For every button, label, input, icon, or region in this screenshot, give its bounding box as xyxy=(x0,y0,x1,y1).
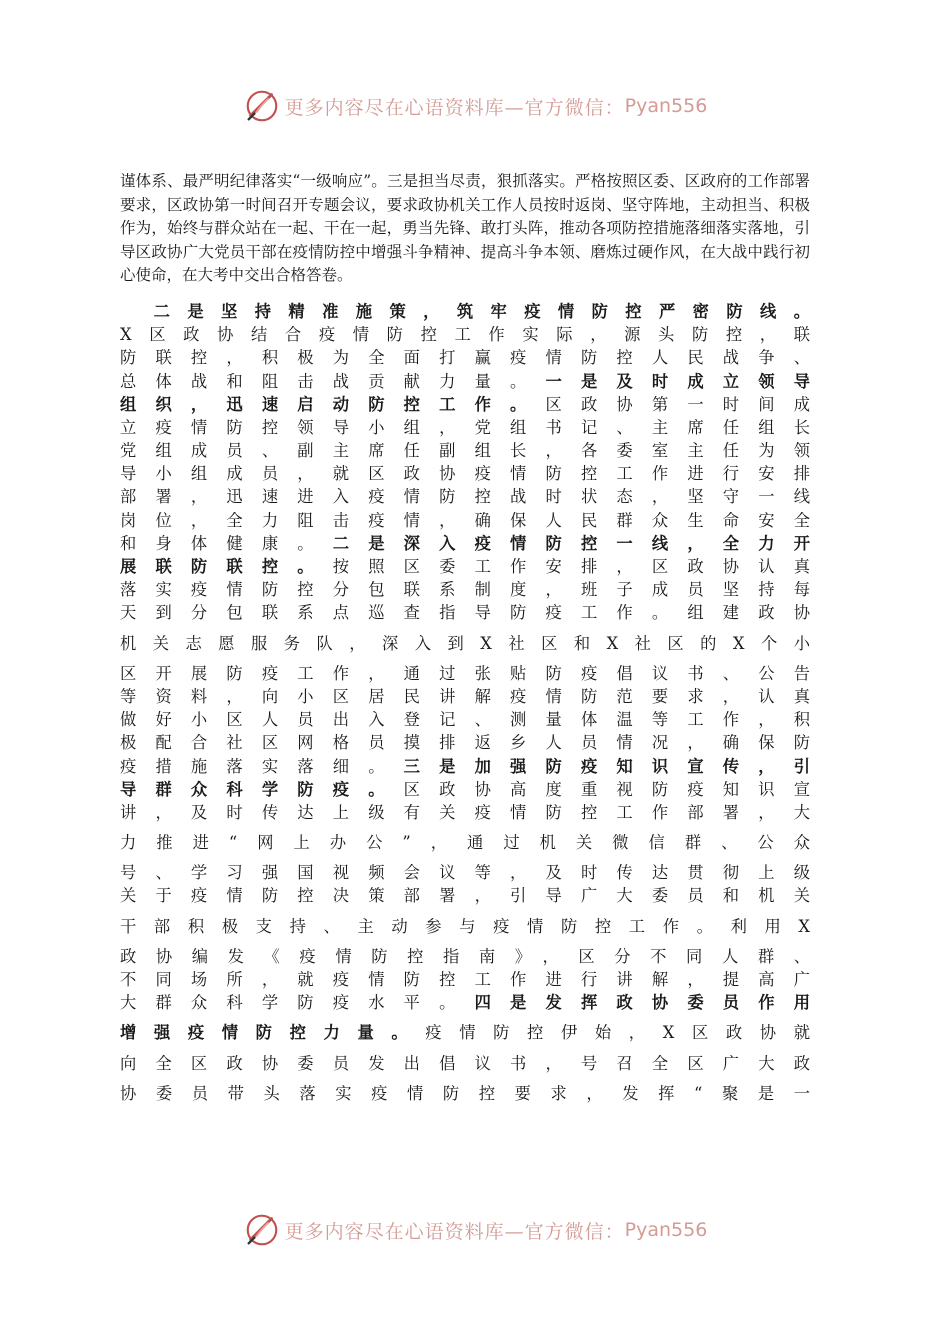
body-text: 和身体健康。 xyxy=(120,533,333,553)
wechat-id: Pyan556 xyxy=(624,95,708,117)
text-line xyxy=(120,346,810,369)
wechat-id: Pyan556 xyxy=(624,1219,708,1241)
text-line xyxy=(120,370,810,393)
body-text: 极配合社区网格员摸排返乡人员情况，确保防 xyxy=(120,733,810,753)
text-line xyxy=(120,831,810,854)
text-line xyxy=(120,439,810,462)
body-text: 立疫情防控领导小组，党组书记、主席任组长 xyxy=(120,417,810,437)
body-text: 防联控，积极为全面打赢疫情防控人民战争、 xyxy=(120,348,810,368)
text-line: 谨体系、最严明纪律落实“一级响应”。三是担当尽责，狠抓落实。严格按照区委、区政府的 xyxy=(120,172,748,190)
bold-heading-text: 二是深入疫情防控一线，全力开 xyxy=(332,533,810,553)
text-line: 措施落细落实落地，引导区政协广大党员干部在疫情防控中增强斗争精神、提高斗争本领、磨 xyxy=(120,219,810,261)
pen-logo-icon xyxy=(243,1211,281,1249)
text-line xyxy=(120,1021,810,1044)
pen-logo-icon xyxy=(243,87,281,125)
body-text: 不同场所，就疫情防控工作进行讲解，提高广 xyxy=(120,970,810,990)
paragraph-intro xyxy=(120,170,810,288)
text-line xyxy=(120,532,810,555)
footer-watermark xyxy=(0,1208,950,1252)
body-text: 区政协高度重视防疫知识宣 xyxy=(403,779,810,799)
text-line xyxy=(120,662,810,685)
bold-heading-text: 增强疫情防控力量。 xyxy=(120,1023,426,1043)
text-line xyxy=(120,578,810,601)
text-line: 炼过硬作风，在大战中践行初心使命，在大考中交出合格答卷。 xyxy=(120,242,810,285)
body-text: 区开展防疫工作，通过张贴防疫倡议书、公告 xyxy=(120,663,810,683)
body-text: 疫措施落实落细。 xyxy=(120,756,404,776)
text-line xyxy=(120,323,810,346)
bold-heading-text: 二是坚持精准施策，筑牢疫情防控严密防线。 xyxy=(120,301,810,321)
text-line xyxy=(120,755,810,778)
text-line xyxy=(120,555,810,578)
body-text: 按照区委工作安排，区政协认真 xyxy=(332,557,810,577)
bold-heading-text: 一是及时成立领导 xyxy=(545,371,810,391)
body-text: 做好小区人员出入登记、测量体温等工作，积 xyxy=(120,710,810,730)
banner-text: 更多内容尽在心语资料库—官方微信： xyxy=(284,96,625,119)
body-text: 疫情防控伊始，X区政协就 xyxy=(425,1023,810,1043)
body-text: 讲，及时传达上级有关疫情防控工作部署，大 xyxy=(120,802,810,822)
body-text: 等资料，向小区居民讲解疫情防范要求，认真 xyxy=(120,686,810,706)
document-body xyxy=(120,170,810,1105)
text-line xyxy=(120,393,810,416)
text-line xyxy=(120,485,810,508)
bold-heading-text: 组织，迅速启动防控工作。 xyxy=(120,394,546,414)
paragraph-measures xyxy=(120,300,810,1105)
text-line xyxy=(120,601,810,624)
text-line xyxy=(120,991,810,1014)
bold-heading-text: 展联防联控。 xyxy=(120,557,333,577)
banner-text: 更多内容尽在心语资料库—官方微信： xyxy=(284,1220,625,1243)
text-line xyxy=(120,1082,810,1105)
body-text: 力推进“网上办公”，通过机关微信群、公众 xyxy=(120,833,810,853)
body-text: 天到分包联系点巡查指导防疫工作。组建政协 xyxy=(120,603,810,623)
body-text: X区政协结合疫情防控工作实际，源头防控，联 xyxy=(120,325,810,345)
body-text: 区政协第一时间成 xyxy=(545,394,810,414)
body-text: 岗位，全力阻击疫情，确保人民群众生命安全 xyxy=(120,510,810,530)
bold-heading-text: 导群众科学防疫。 xyxy=(120,779,404,799)
text-line xyxy=(120,884,810,907)
bold-heading-text: 四是发挥政协委员作用 xyxy=(474,993,810,1013)
text-line xyxy=(120,945,810,968)
body-text: 干部积极支持、主动参与疫情防控工作。利用X xyxy=(120,916,810,936)
text-line: 主动担当、积极作为，始终与群众站在一起、干在一起，勇当先锋、敢打头阵，推动各项防控 xyxy=(120,195,810,238)
text-line xyxy=(120,632,810,655)
text-line xyxy=(120,731,810,754)
text-line xyxy=(120,801,810,824)
body-text: 总体战和阻击战贡献力量。 xyxy=(120,371,546,391)
text-line xyxy=(120,462,810,485)
text-line xyxy=(120,416,810,439)
body-text: 关于疫情防控决策部署，引导广大委员和机关 xyxy=(120,886,810,906)
body-text: 部署，迅速进入疫情防控战时状态，坚守一线 xyxy=(120,487,810,507)
header-watermark xyxy=(0,84,950,128)
body-text: 机关志愿服务队，深入到X社区和X社区的X个小 xyxy=(120,633,810,653)
body-text: 协委员带头落实疫情防控要求，发挥“聚是一 xyxy=(120,1083,810,1103)
text-line xyxy=(120,509,810,532)
body-text: 党组成员、副主席任副组长，各委室主任为领 xyxy=(120,441,810,461)
body-text: 导小组成员，就区政协疫情防控工作进行安排 xyxy=(120,464,810,484)
body-text: 向全区政协委员发出倡议书，号召全区广大政 xyxy=(120,1053,810,1073)
text-line xyxy=(120,861,810,884)
text-line: 工作部署要求，区政协第一时间召开专题会议，要求政协机关工作人员按时返岗、坚守阵地， xyxy=(120,172,810,214)
text-line xyxy=(120,708,810,731)
text-line xyxy=(120,915,810,938)
body-text: 落实疫情防控分包联系制度，班子成员坚持每 xyxy=(120,580,810,600)
body-text: 政协编发《疫情防控指南》，区分不同人群、 xyxy=(120,946,810,966)
text-line xyxy=(120,300,810,323)
text-line xyxy=(120,685,810,708)
bold-heading-text: 三是加强防疫知识宣传，引 xyxy=(403,756,810,776)
body-text: 大群众科学防疫水平。 xyxy=(120,993,475,1013)
text-line xyxy=(120,968,810,991)
body-text: 号、学习强国视频会议等，及时传达贯彻上级 xyxy=(120,863,810,883)
text-line xyxy=(120,1052,810,1075)
text-line xyxy=(120,778,810,801)
